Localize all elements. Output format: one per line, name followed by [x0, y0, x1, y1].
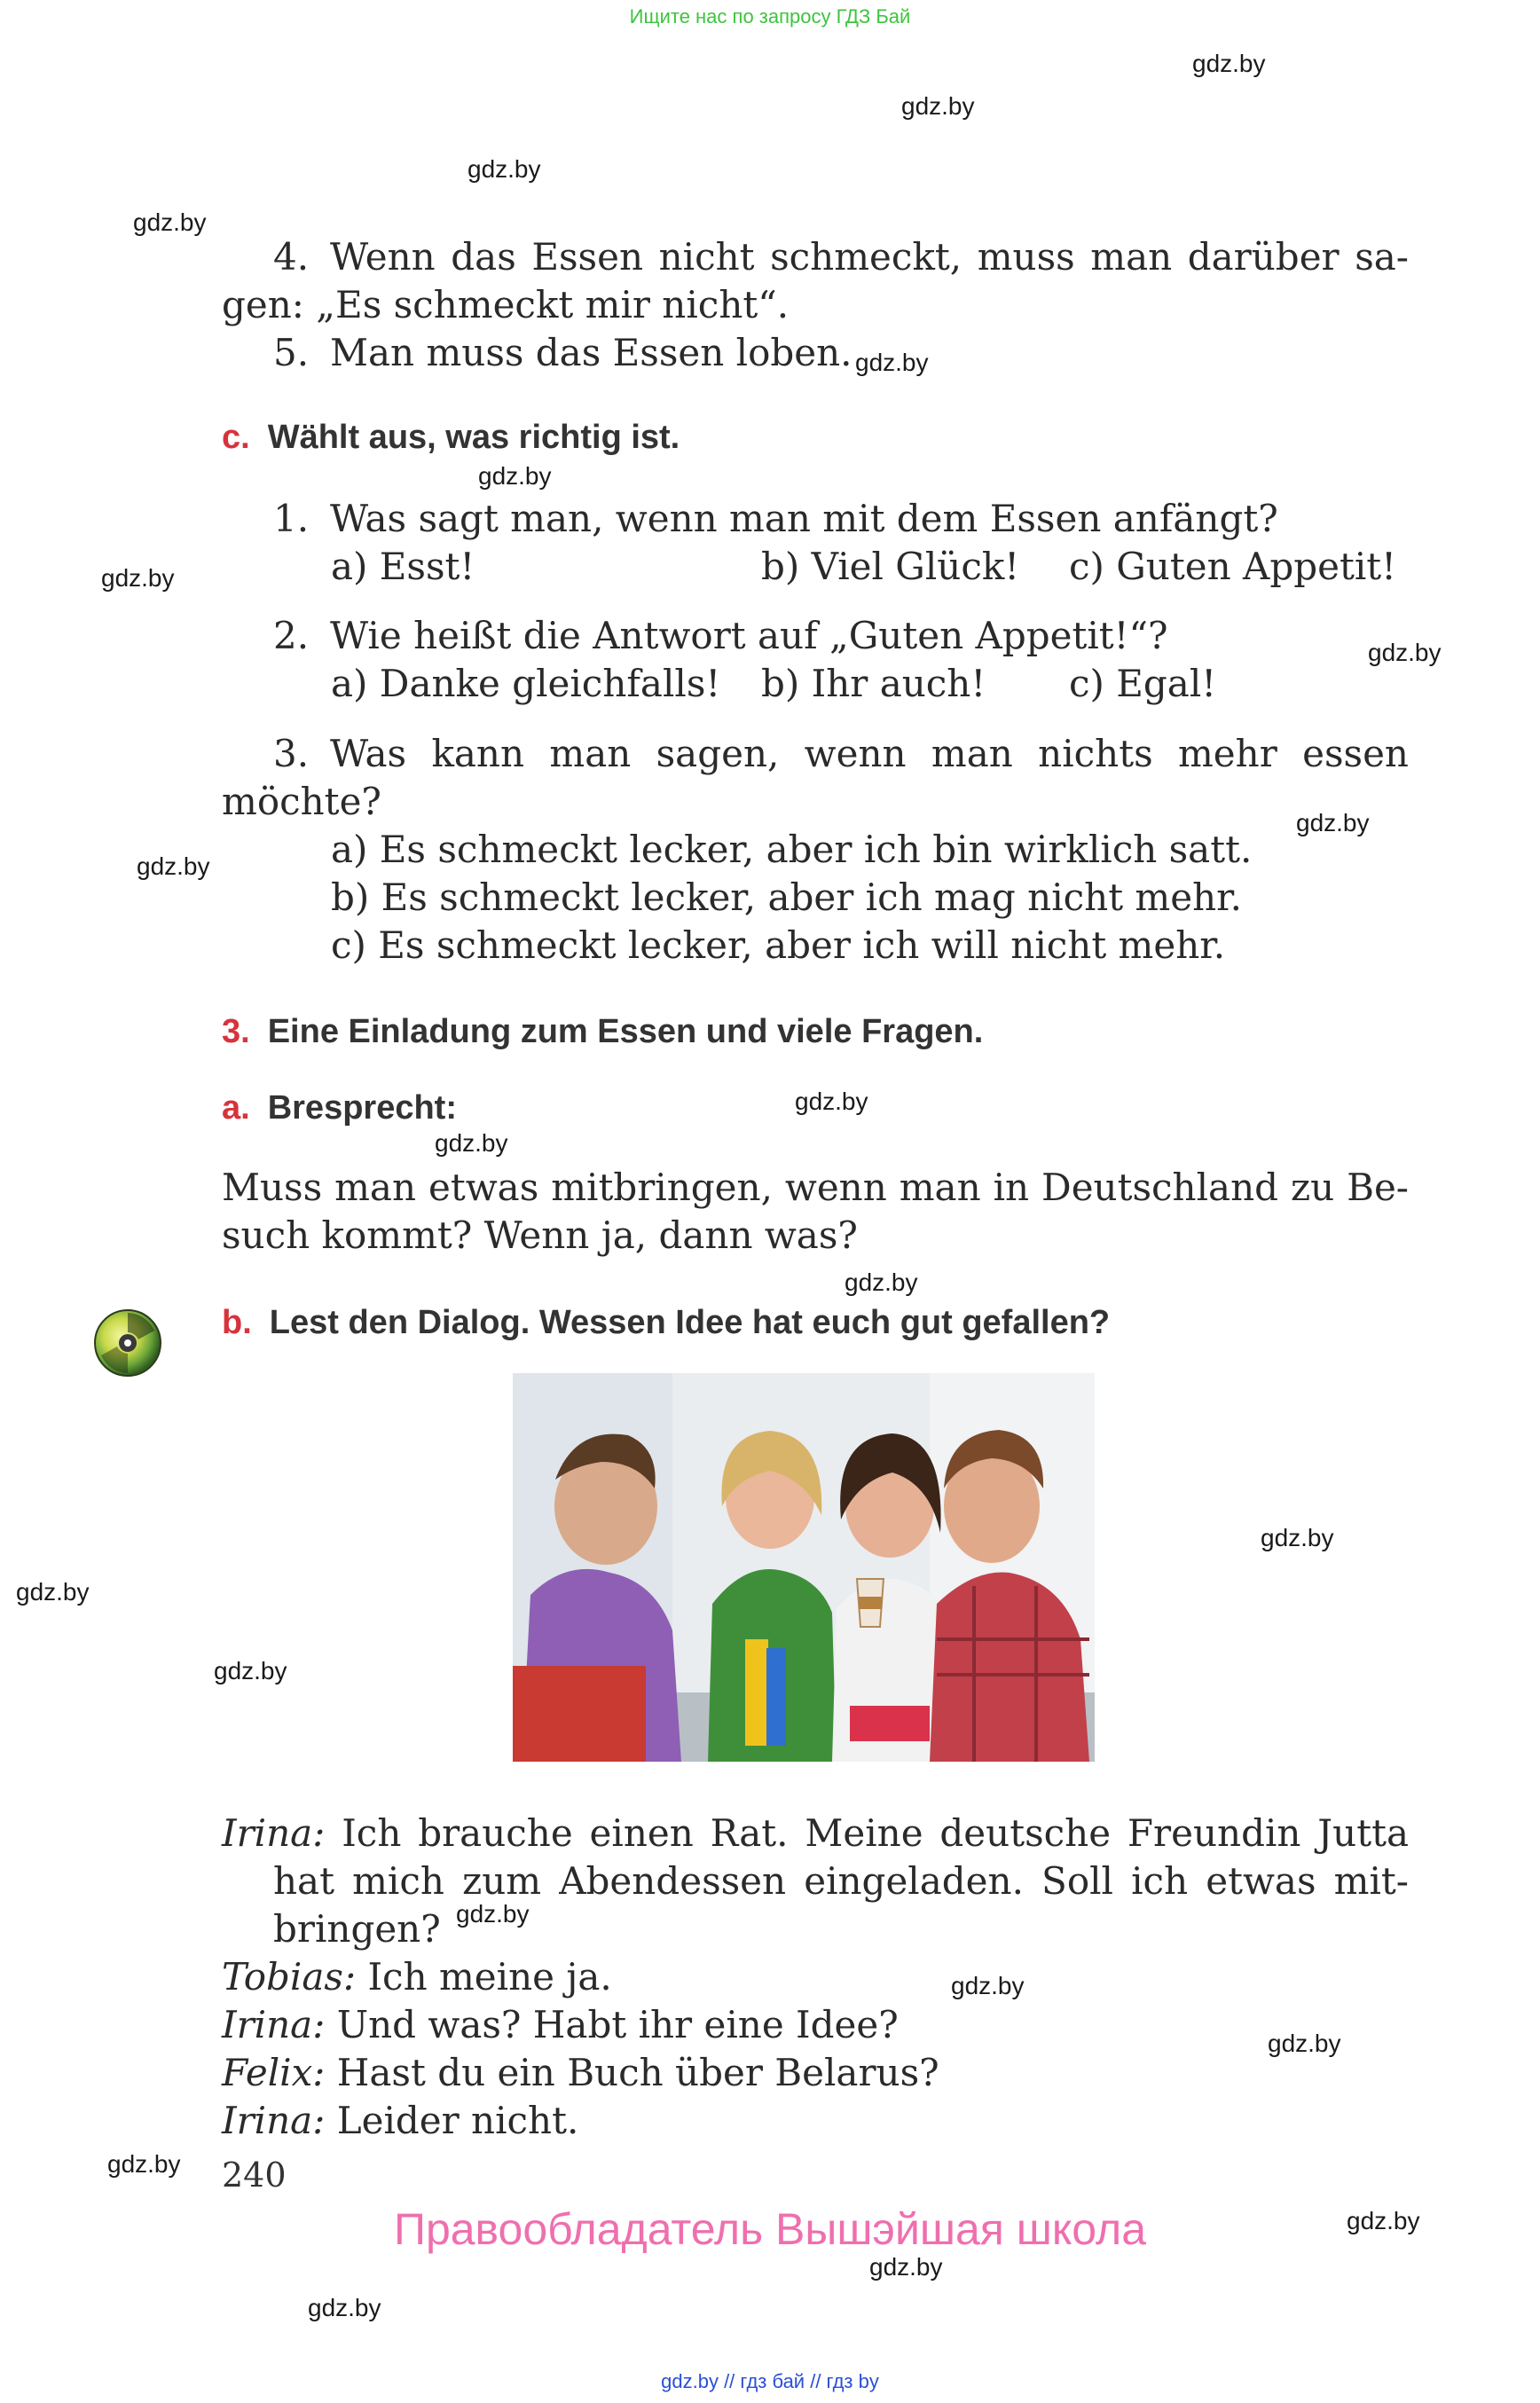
watermark: gdz.by: [435, 1129, 508, 1157]
watermark: gdz.by: [1296, 809, 1370, 836]
watermark: gdz.by: [1368, 639, 1442, 666]
option-a: a) Danke gleichfalls!: [331, 662, 721, 705]
question-2-options: [0, 660, 1540, 708]
section-marker: c.: [222, 419, 250, 456]
task-3a-text: [222, 1164, 1409, 1260]
item-5: [273, 329, 852, 377]
watermark: gdz.by: [855, 349, 929, 376]
students-illustration: [513, 1373, 1095, 1762]
item-number: 4.: [273, 235, 310, 279]
dialog-line-1: [222, 1810, 1409, 1953]
section-c-heading: [222, 419, 680, 457]
task-title: Lest den Dialog. Wessen Idee hat euch gut gefallen?: [269, 1304, 1111, 1341]
dialog-text: Hast du ein Buch über Belarus?: [336, 2051, 939, 2094]
students-photo: [513, 1373, 1095, 1762]
question-2: [273, 612, 1168, 660]
option-a: a) Esst!: [331, 545, 475, 588]
watermark: gdz.by: [456, 1900, 530, 1928]
question-number: 2.: [273, 614, 310, 657]
item-4: [222, 233, 1409, 329]
question-text: Wie heißt die Antwort auf „Guten Appetit!“?: [330, 614, 1168, 657]
option-c: c) Egal!: [1069, 662, 1217, 705]
task-3a-heading: [222, 1089, 457, 1127]
speaker: Tobias:: [222, 1955, 357, 1999]
item-text: Wenn das Essen nicht schmeckt, muss man darüber sa-: [330, 235, 1409, 279]
question-3: [222, 730, 1409, 826]
task-marker: b.: [222, 1304, 252, 1341]
task-title: Eine Einladung zum Essen und viele Fragen.: [267, 1013, 984, 1050]
copyright-holder: Правообладатель Вышэйшая школа: [394, 2204, 1146, 2254]
speaker: Irina:: [222, 2003, 326, 2046]
section-title: Wählt aus, was richtig ist.: [267, 419, 680, 456]
speaker: Felix:: [222, 2051, 326, 2094]
question-3-options: [331, 826, 1252, 970]
question-number: 1.: [273, 497, 310, 540]
watermark: gdz.by: [101, 564, 175, 592]
watermark: gdz.by: [107, 2150, 181, 2178]
question-text: Was kann man sagen, wenn man nichts mehr essen: [330, 732, 1409, 775]
watermark: gdz.by: [478, 462, 552, 490]
dialog-line-2: [222, 1953, 612, 2001]
item-text: Man muss das Essen loben.: [330, 331, 852, 374]
task-3a-line-2: such kommt? Wenn ja, dann was?: [222, 1213, 858, 1257]
watermark: gdz.by: [845, 1268, 918, 1296]
option-b: b) Es schmeckt lecker, aber ich mag nicht mehr.: [331, 876, 1242, 919]
dialog-line-3: [222, 2001, 899, 2049]
watermark: gdz.by: [1261, 1524, 1334, 1551]
watermark: gdz.by: [901, 92, 975, 120]
option-c: c) Guten Appetit!: [1069, 545, 1397, 588]
dialog-line-5: [222, 2097, 578, 2145]
task-marker: a.: [222, 1089, 250, 1127]
question-3-line-2: möchte?: [222, 780, 381, 823]
dialog-line-continuation: bringen?: [273, 1907, 441, 1951]
watermark: gdz.by: [1347, 2207, 1420, 2234]
cd-audio-icon[interactable]: [92, 1308, 163, 1378]
watermark: gdz.by: [1192, 50, 1266, 77]
watermark: gdz.by: [214, 1657, 287, 1684]
option-b: b) Ihr auch!: [761, 662, 986, 705]
watermark: gdz.by: [468, 155, 541, 183]
task-3b-heading: [222, 1304, 1110, 1342]
footer-links[interactable]: gdz.by // гдз бай // гдз by: [661, 2370, 879, 2392]
dialog-line-4: [222, 2049, 939, 2097]
option-a: a) Es schmeckt lecker, aber ich bin wirklich satt.: [331, 828, 1253, 871]
task-3-heading: [222, 1013, 983, 1051]
item-number: 5.: [273, 331, 310, 374]
option-c: c) Es schmeckt lecker, aber ich will nicht mehr.: [331, 923, 1226, 967]
question-1: [273, 495, 1278, 543]
dialog-text: Ich brauche einen Rat. Meine deutsche Freundin Jutta: [342, 1811, 1409, 1855]
task-3a-line-1: Muss man etwas mitbringen, wenn man in Deutschland zu Be-: [222, 1166, 1409, 1209]
watermark: gdz.by: [308, 2294, 381, 2321]
dialog-text: Und was? Habt ihr eine Idee?: [336, 2003, 899, 2046]
dialog-text: Ich meine ja.: [367, 1955, 612, 1999]
watermark: gdz.by: [951, 1972, 1025, 1999]
top-banner[interactable]: Ищите нас по запросу ГДЗ Бай: [629, 5, 911, 27]
question-3-line-1: [222, 730, 1409, 778]
item-4-line-1: [222, 233, 1409, 281]
page-number: 240: [222, 2156, 287, 2195]
question-number: 3.: [273, 732, 310, 775]
speaker: Irina:: [222, 2099, 326, 2142]
speaker: Irina:: [222, 1811, 326, 1855]
task-title: Bresprecht:: [267, 1089, 457, 1127]
watermark: gdz.by: [137, 852, 210, 880]
watermark: gdz.by: [16, 1578, 90, 1606]
task-marker: 3.: [222, 1013, 250, 1050]
watermark: gdz.by: [133, 208, 207, 236]
dialog-text: Leider nicht.: [336, 2099, 579, 2142]
dialog-line-continuation: hat mich zum Abendessen eingeladen. Soll ich etwas mit-: [273, 1859, 1409, 1903]
watermark: gdz.by: [869, 2253, 943, 2281]
option-b: b) Viel Glück!: [761, 545, 1020, 588]
dialog-line: [222, 1810, 1409, 1857]
watermark: gdz.by: [1268, 2030, 1341, 2057]
watermark: gdz.by: [795, 1088, 868, 1115]
question-1-options: [0, 543, 1540, 591]
item-4-line-2: gen: „Es schmeckt mir nicht“.: [222, 283, 790, 326]
question-text: Was sagt man, wenn man mit dem Essen anfängt?: [330, 497, 1278, 540]
